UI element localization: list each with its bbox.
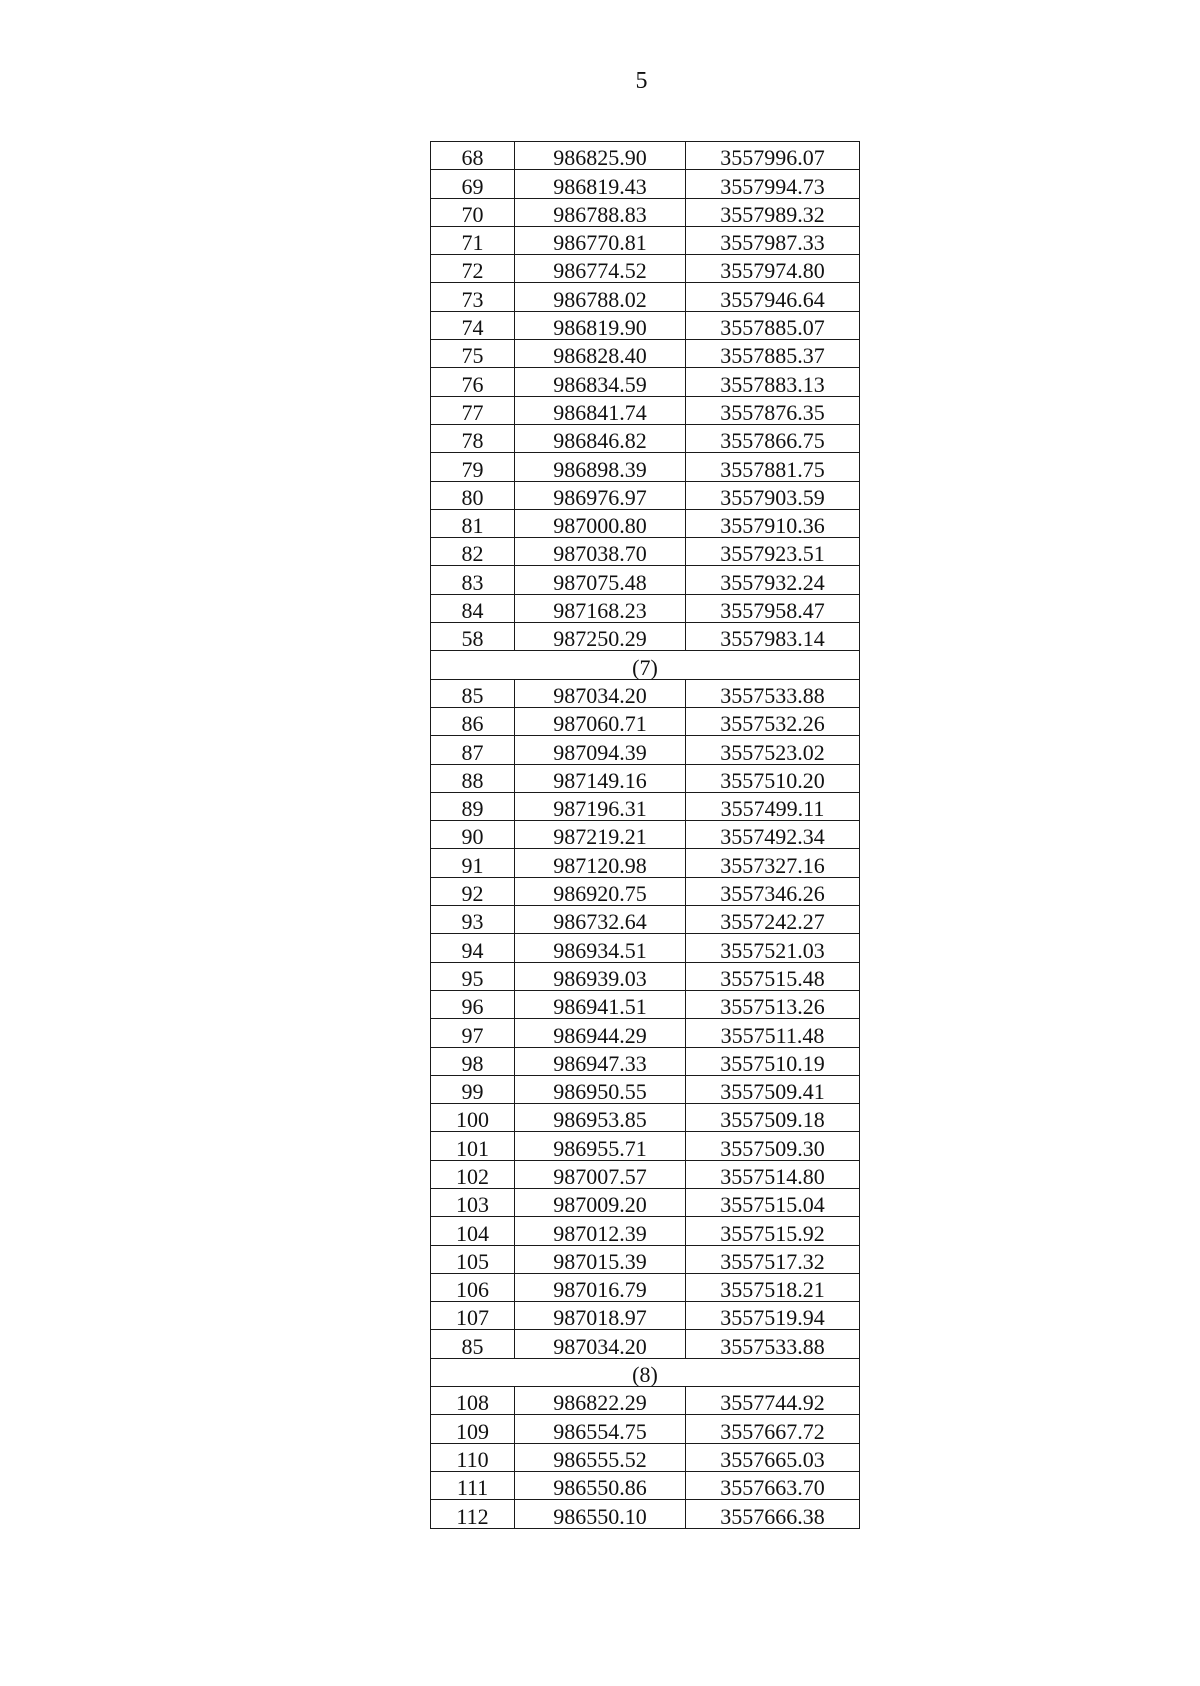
point-number-cell: 94 [431,934,515,962]
point-number-cell: 70 [431,198,515,226]
point-number-cell: 74 [431,311,515,339]
y-coordinate-cell: 3557667.72 [686,1415,860,1443]
table-row [431,1273,860,1301]
y-coordinate-cell: 3557983.14 [686,623,860,651]
table-row [431,481,860,509]
point-number-cell: 89 [431,792,515,820]
y-coordinate-cell: 3557932.24 [686,566,860,594]
section-label: (8) [431,1358,860,1386]
point-number-cell: 88 [431,764,515,792]
x-coordinate-cell: 986898.39 [515,453,686,481]
table-row [431,1160,860,1188]
point-number-cell: 106 [431,1273,515,1301]
x-coordinate-cell: 986819.90 [515,311,686,339]
y-coordinate-cell: 3557511.48 [686,1019,860,1047]
y-coordinate-cell: 3557509.30 [686,1132,860,1160]
x-coordinate-cell: 986788.83 [515,198,686,226]
table-row [431,1471,860,1499]
table-row [431,962,860,990]
y-coordinate-cell: 3557510.19 [686,1047,860,1075]
table-row [431,1217,860,1245]
y-coordinate-cell: 3557663.70 [686,1471,860,1499]
table-row [431,1047,860,1075]
y-coordinate-cell: 3557996.07 [686,142,860,170]
y-coordinate-cell: 3557518.21 [686,1273,860,1301]
point-number-cell: 92 [431,877,515,905]
point-number-cell: 80 [431,481,515,509]
x-coordinate-cell: 986947.33 [515,1047,686,1075]
y-coordinate-cell: 3557513.26 [686,990,860,1018]
x-coordinate-cell: 986955.71 [515,1132,686,1160]
table-row [431,1443,860,1471]
y-coordinate-cell: 3557881.75 [686,453,860,481]
x-coordinate-cell: 986550.86 [515,1471,686,1499]
point-number-cell: 97 [431,1019,515,1047]
y-coordinate-cell: 3557514.80 [686,1160,860,1188]
table-row [431,311,860,339]
point-number-cell: 107 [431,1302,515,1330]
y-coordinate-cell: 3557866.75 [686,424,860,452]
x-coordinate-cell: 986834.59 [515,368,686,396]
point-number-cell: 82 [431,538,515,566]
y-coordinate-cell: 3557515.04 [686,1188,860,1216]
x-coordinate-cell: 987009.20 [515,1188,686,1216]
x-coordinate-cell: 986953.85 [515,1104,686,1132]
x-coordinate-cell: 986822.29 [515,1387,686,1415]
x-coordinate-cell: 986841.74 [515,396,686,424]
point-number-cell: 102 [431,1160,515,1188]
table-row [431,764,860,792]
point-number-cell: 96 [431,990,515,1018]
y-coordinate-cell: 3557885.07 [686,311,860,339]
y-coordinate-cell: 3557532.26 [686,707,860,735]
table-row [431,226,860,254]
y-coordinate-cell: 3557492.34 [686,821,860,849]
table-row [431,566,860,594]
coordinate-table [430,141,860,1529]
point-number-cell: 71 [431,226,515,254]
y-coordinate-cell: 3557744.92 [686,1387,860,1415]
table-row [431,283,860,311]
table-row [431,707,860,735]
x-coordinate-cell: 987015.39 [515,1245,686,1273]
x-coordinate-cell: 986846.82 [515,424,686,452]
table-row [431,538,860,566]
point-number-cell: 86 [431,707,515,735]
x-coordinate-cell: 986939.03 [515,962,686,990]
y-coordinate-cell: 3557533.88 [686,679,860,707]
y-coordinate-cell: 3557519.94 [686,1302,860,1330]
y-coordinate-cell: 3557515.92 [686,1217,860,1245]
y-coordinate-cell: 3557499.11 [686,792,860,820]
point-number-cell: 110 [431,1443,515,1471]
section-label: (7) [431,651,860,679]
y-coordinate-cell: 3557987.33 [686,226,860,254]
x-coordinate-cell: 987012.39 [515,1217,686,1245]
x-coordinate-cell: 987149.16 [515,764,686,792]
table-row [431,1132,860,1160]
x-coordinate-cell: 986550.10 [515,1500,686,1528]
y-coordinate-cell: 3557958.47 [686,594,860,622]
coordinate-table-body [431,142,860,1529]
table-row [431,849,860,877]
point-number-cell: 90 [431,821,515,849]
y-coordinate-cell: 3557946.64 [686,283,860,311]
y-coordinate-cell: 3557242.27 [686,906,860,934]
y-coordinate-cell: 3557533.88 [686,1330,860,1358]
point-number-cell: 100 [431,1104,515,1132]
table-row [431,1500,860,1528]
table-row [431,792,860,820]
x-coordinate-cell: 986950.55 [515,1075,686,1103]
point-number-cell: 83 [431,566,515,594]
x-coordinate-cell: 987196.31 [515,792,686,820]
x-coordinate-cell: 987094.39 [515,736,686,764]
x-coordinate-cell: 986732.64 [515,906,686,934]
table-row [431,198,860,226]
y-coordinate-cell: 3557903.59 [686,481,860,509]
table-row [431,679,860,707]
point-number-cell: 79 [431,453,515,481]
point-number-cell: 103 [431,1188,515,1216]
section-header-row [431,651,860,679]
table-row [431,1330,860,1358]
point-number-cell: 68 [431,142,515,170]
x-coordinate-cell: 986976.97 [515,481,686,509]
table-row [431,340,860,368]
table-row [431,509,860,537]
x-coordinate-cell: 986819.43 [515,170,686,198]
x-coordinate-cell: 987219.21 [515,821,686,849]
point-number-cell: 85 [431,679,515,707]
point-number-cell: 87 [431,736,515,764]
x-coordinate-cell: 987168.23 [515,594,686,622]
table-row [431,170,860,198]
x-coordinate-cell: 987016.79 [515,1273,686,1301]
point-number-cell: 105 [431,1245,515,1273]
table-row [431,255,860,283]
point-number-cell: 84 [431,594,515,622]
y-coordinate-cell: 3557510.20 [686,764,860,792]
table-row [431,1245,860,1273]
x-coordinate-cell: 986774.52 [515,255,686,283]
y-coordinate-cell: 3557910.36 [686,509,860,537]
point-number-cell: 101 [431,1132,515,1160]
point-number-cell: 69 [431,170,515,198]
point-number-cell: 75 [431,340,515,368]
table-row [431,368,860,396]
table-row [431,1075,860,1103]
x-coordinate-cell: 987038.70 [515,538,686,566]
table-row [431,623,860,651]
table-row [431,1104,860,1132]
y-coordinate-cell: 3557989.32 [686,198,860,226]
x-coordinate-cell: 986555.52 [515,1443,686,1471]
point-number-cell: 81 [431,509,515,537]
table-row [431,396,860,424]
x-coordinate-cell: 987007.57 [515,1160,686,1188]
x-coordinate-cell: 986828.40 [515,340,686,368]
x-coordinate-cell: 987060.71 [515,707,686,735]
x-coordinate-cell: 987250.29 [515,623,686,651]
table-row [431,990,860,1018]
y-coordinate-cell: 3557523.02 [686,736,860,764]
table-row [431,821,860,849]
y-coordinate-cell: 3557665.03 [686,1443,860,1471]
table-row [431,594,860,622]
y-coordinate-cell: 3557883.13 [686,368,860,396]
x-coordinate-cell: 987018.97 [515,1302,686,1330]
y-coordinate-cell: 3557509.41 [686,1075,860,1103]
section-header-row [431,1358,860,1386]
y-coordinate-cell: 3557327.16 [686,849,860,877]
table-row [431,934,860,962]
table-row [431,736,860,764]
point-number-cell: 98 [431,1047,515,1075]
x-coordinate-cell: 987034.20 [515,1330,686,1358]
x-coordinate-cell: 986788.02 [515,283,686,311]
y-coordinate-cell: 3557509.18 [686,1104,860,1132]
point-number-cell: 112 [431,1500,515,1528]
point-number-cell: 77 [431,396,515,424]
table-row [431,453,860,481]
y-coordinate-cell: 3557517.32 [686,1245,860,1273]
x-coordinate-cell: 986920.75 [515,877,686,905]
point-number-cell: 95 [431,962,515,990]
x-coordinate-cell: 986944.29 [515,1019,686,1047]
x-coordinate-cell: 987075.48 [515,566,686,594]
x-coordinate-cell: 986825.90 [515,142,686,170]
y-coordinate-cell: 3557994.73 [686,170,860,198]
table-row [431,906,860,934]
point-number-cell: 76 [431,368,515,396]
x-coordinate-cell: 986941.51 [515,990,686,1018]
table-row [431,142,860,170]
point-number-cell: 104 [431,1217,515,1245]
x-coordinate-cell: 986554.75 [515,1415,686,1443]
x-coordinate-cell: 987034.20 [515,679,686,707]
table-row [431,1415,860,1443]
point-number-cell: 109 [431,1415,515,1443]
y-coordinate-cell: 3557876.35 [686,396,860,424]
point-number-cell: 58 [431,623,515,651]
y-coordinate-cell: 3557666.38 [686,1500,860,1528]
point-number-cell: 78 [431,424,515,452]
point-number-cell: 73 [431,283,515,311]
y-coordinate-cell: 3557521.03 [686,934,860,962]
table-row [431,877,860,905]
y-coordinate-cell: 3557923.51 [686,538,860,566]
y-coordinate-cell: 3557515.48 [686,962,860,990]
table-row [431,1387,860,1415]
point-number-cell: 85 [431,1330,515,1358]
x-coordinate-cell: 987120.98 [515,849,686,877]
point-number-cell: 72 [431,255,515,283]
x-coordinate-cell: 986770.81 [515,226,686,254]
table-row [431,1302,860,1330]
table-row [431,424,860,452]
point-number-cell: 91 [431,849,515,877]
x-coordinate-cell: 986934.51 [515,934,686,962]
y-coordinate-cell: 3557346.26 [686,877,860,905]
page-number: 5 [635,68,648,94]
point-number-cell: 93 [431,906,515,934]
point-number-cell: 108 [431,1387,515,1415]
point-number-cell: 111 [431,1471,515,1499]
table-row [431,1019,860,1047]
y-coordinate-cell: 3557885.37 [686,340,860,368]
y-coordinate-cell: 3557974.80 [686,255,860,283]
table-row [431,1188,860,1216]
point-number-cell: 99 [431,1075,515,1103]
x-coordinate-cell: 987000.80 [515,509,686,537]
